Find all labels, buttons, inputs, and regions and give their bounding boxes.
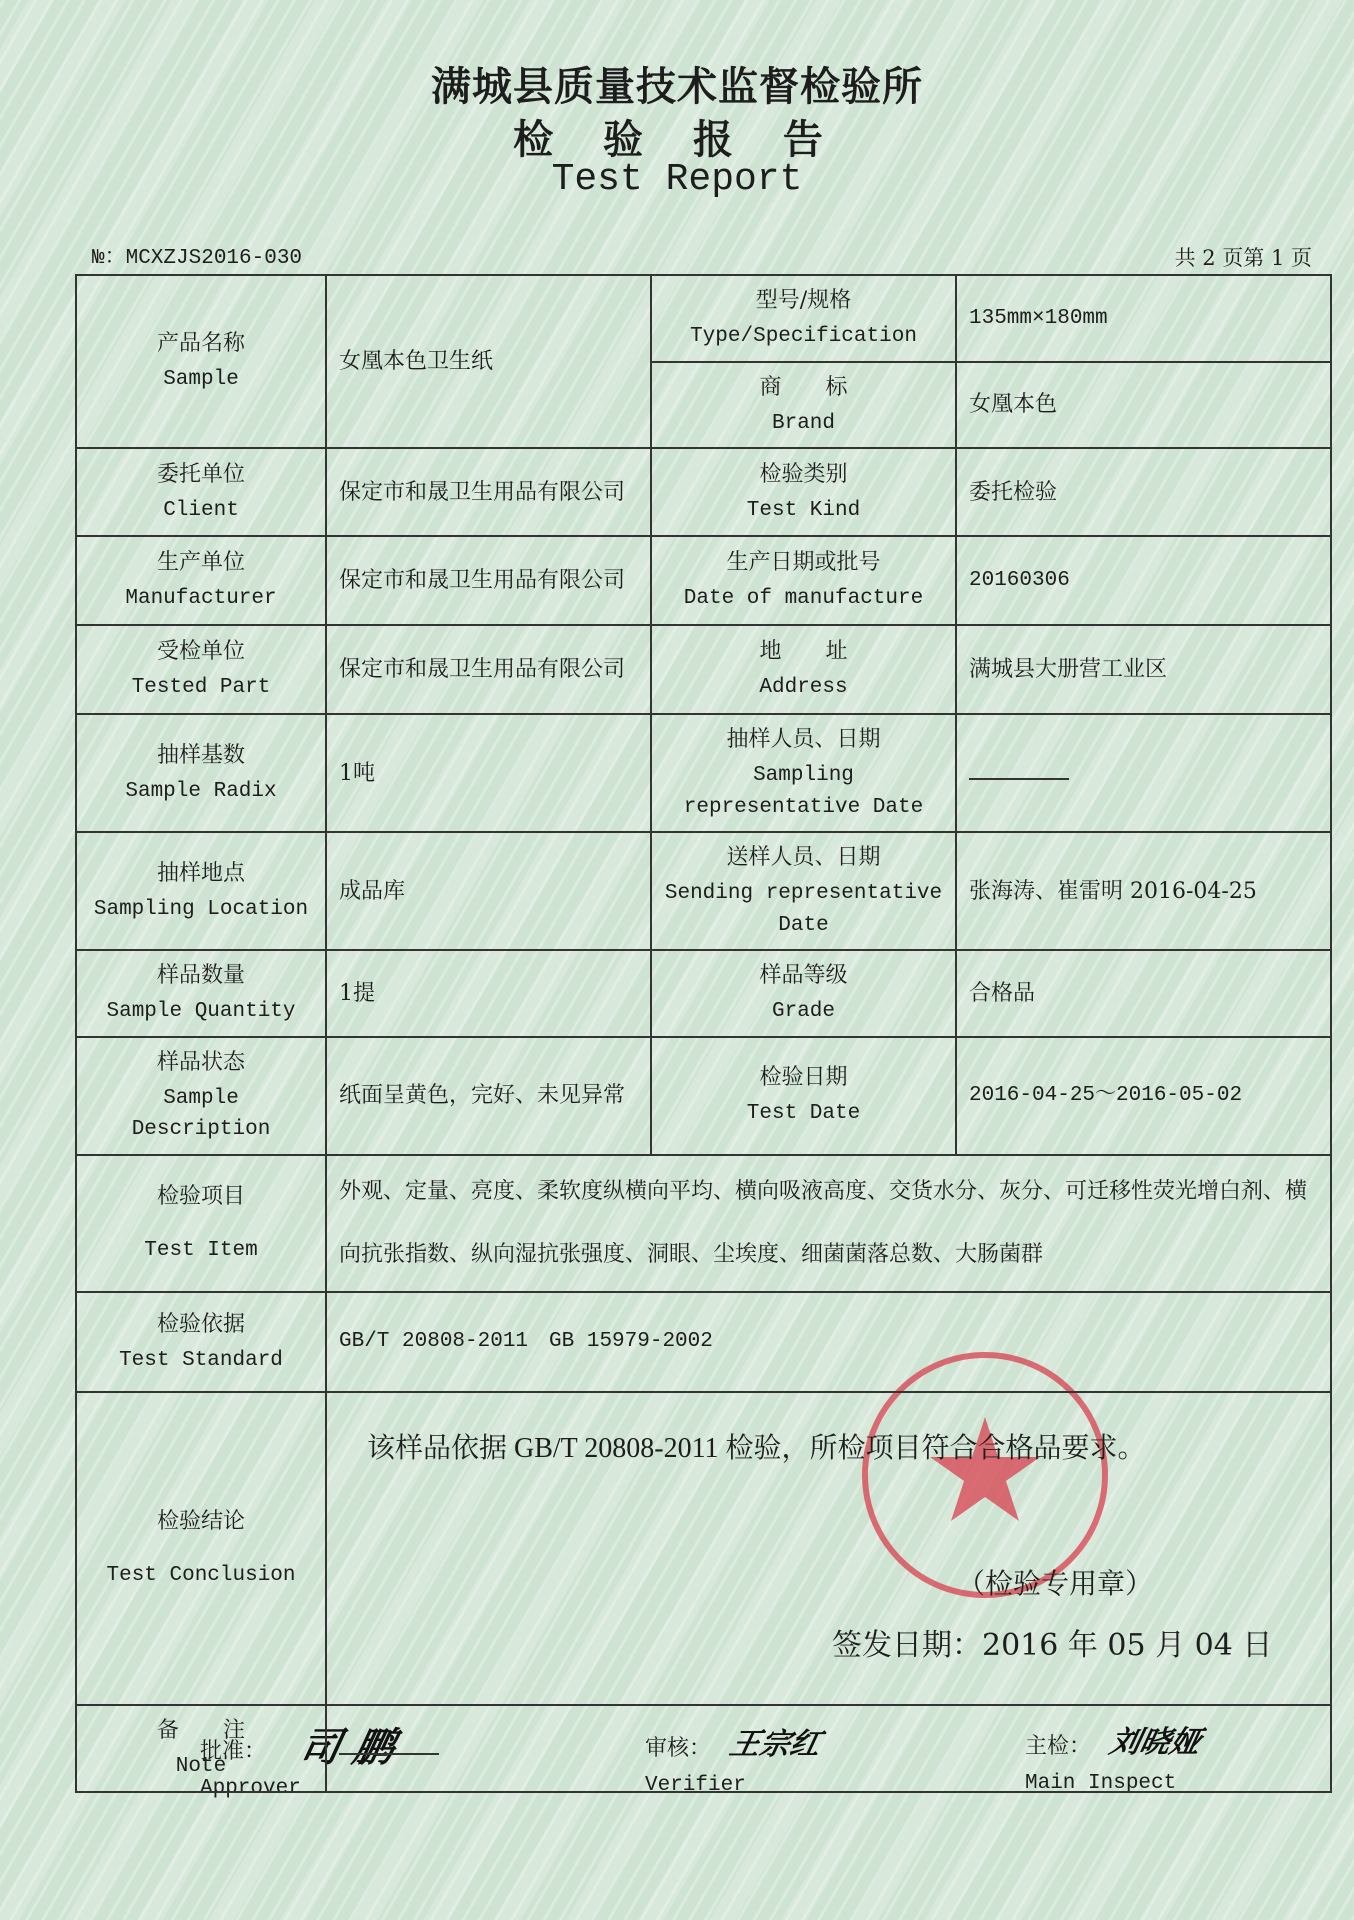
kind-value: 委托检验 [956,448,1331,536]
report-title-en: Test Report [551,158,803,201]
manufacturer-label: 生产单位 Manufacturer [76,536,326,625]
test-date-label: 检验日期 Test Date [651,1037,956,1155]
radix-value: 1吨 [326,714,651,832]
sample-label: 产品名称 Sample [76,275,326,448]
conclusion-cell [326,1392,1331,1705]
description-label: 样品状态 Sample Description [76,1037,326,1155]
standard-value: GB/T 20808-2011 GB 15979-2002 [326,1292,1331,1392]
grade-value: 合格品 [956,950,1331,1037]
conclusion-text: 该样品依据 GB/T 20808-2011 检验，所检项目符合合格品要求。 [367,1433,1146,1465]
empty-dash [969,778,1069,780]
radix-label: 抽样基数 Sample Radix [76,714,326,832]
kind-label: 检验类别 Test Kind [651,448,956,536]
inspector-signature: 刘晓娅 [1106,1725,1204,1760]
sample-value: 女凰本色卫生纸 [326,275,651,448]
sampler-value [956,714,1331,832]
date-mfg-label: 生产日期或批号 Date of manufacture [651,536,956,625]
tested-value: 保定市和晟卫生用品有限公司 [326,625,651,714]
org-title: 满城县质量技术监督检验所 [431,63,923,110]
manufacturer-value: 保定市和晟卫生用品有限公司 [326,536,651,625]
page-info: 共 2 页第 1 页 [1174,246,1312,270]
empty-dash [339,1753,439,1755]
address-value: 满城县大册营工业区 [956,625,1331,714]
approver-signature: 司 鹏 [295,1725,399,1771]
document-number: №：MCXZJS2016-030 [92,247,303,270]
approver-block: 批准： Approver [200,1739,301,1800]
sampler-label: 抽样人员、日期 Sampling representative Date [651,714,956,832]
stamp-note: （检验专用章） [957,1567,1154,1601]
sender-label: 送样人员、日期 Sending representative Date [651,832,956,950]
conclusion-label: 检验结论 Test Conclusion [76,1392,326,1705]
date-mfg-value: 20160306 [956,536,1331,625]
address-label: 地 址 Address [651,625,956,714]
note-label: 备 注 Note [76,1705,326,1792]
sender-value: 张海涛、崔雷明 2016-04-25 [956,832,1331,950]
description-value: 纸面呈黄色，完好、未见异常 [326,1037,651,1155]
grade-label: 样品等级 Grade [651,950,956,1037]
report-title-cn: 检 验 报 告 [513,116,841,163]
brand-value: 女凰本色 [956,362,1331,449]
verifier-block: 审核： Verifier [645,1736,746,1797]
location-label: 抽样地点 Sampling Location [76,832,326,950]
standard-label: 检验依据 Test Standard [76,1292,326,1392]
client-label: 委托单位 Client [76,448,326,536]
tested-label: 受检单位 Tested Part [76,625,326,714]
test-date-value: 2016-04-25～2016-05-02 [956,1037,1331,1155]
issue-date: 签发日期：2016 年 05 月 04 日 [832,1628,1273,1664]
quantity-label: 样品数量 Sample Quantity [76,950,326,1037]
verifier-signature: 王宗红 [726,1727,824,1762]
inspector-block: 主检： Main Inspect [1025,1734,1177,1795]
client-value: 保定市和晟卫生用品有限公司 [326,448,651,536]
quantity-value: 1提 [326,950,651,1037]
brand-label: 商 标 Brand [651,362,956,449]
type-label: 型号/规格 Type/Specification [651,275,956,362]
items-label: 检验项目 Test Item [76,1155,326,1293]
items-value: 外观、定量、亮度、柔软度纵横向平均、横向吸液高度、交货水分、灰分、可迁移性荧光增白剂、横向抗张指数、纵向湿抗张强度、洞眼、尘埃度、细菌菌落总数、大肠菌群 [326,1155,1331,1293]
location-value: 成品库 [326,832,651,950]
note-value [326,1705,1331,1792]
report-table [75,274,1332,1793]
type-value: 135mm×180mm [956,275,1331,362]
